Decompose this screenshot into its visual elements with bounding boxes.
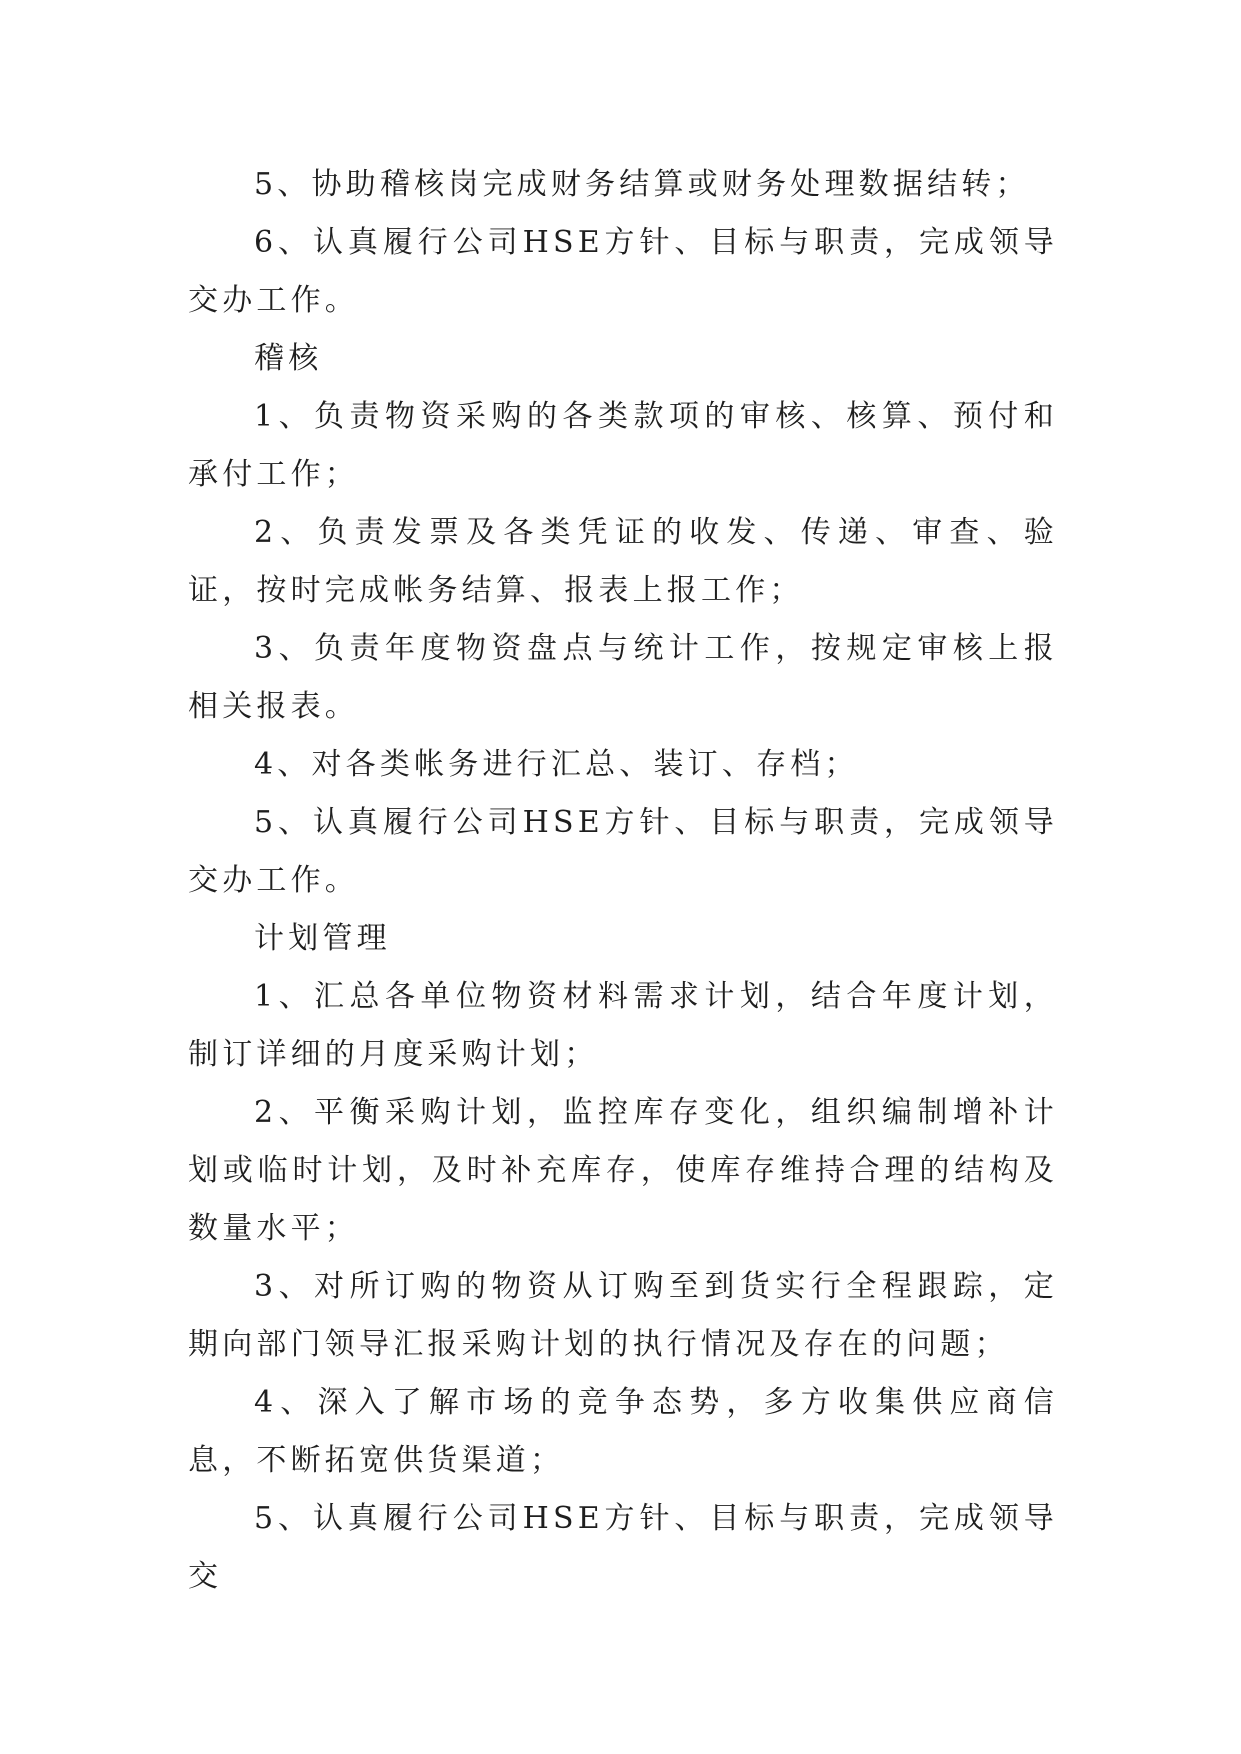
section-heading-audit: 稽核	[254, 341, 323, 376]
list-item: 4、深入了解市场的竞争态势，多方收集供应商信息，不断拓宽供货渠道；	[188, 1385, 1058, 1478]
list-item: 2、平衡采购计划，监控库存变化，组织编制增补计划或临时计划，及时补充库存，使库存维持合理的结构及数量水平；	[188, 1095, 1058, 1246]
list-item: 4、对各类帐务进行汇总、装订、存档；	[254, 747, 859, 782]
list-item: 1、负责物资采购的各类款项的审核、核算、预付和承付工作；	[188, 399, 1058, 492]
list-item: 6、认真履行公司HSE方针、目标与职责，完成领导交办工作。	[188, 225, 1058, 318]
section-heading-plan-management: 计划管理	[254, 921, 391, 956]
list-item: 2、负责发票及各类凭证的收发、传递、审查、验证，按时完成帐务结算、报表上报工作；	[188, 515, 1058, 608]
list-item: 5、认真履行公司HSE方针、目标与职责，完成领导交	[188, 1501, 1058, 1594]
list-item: 3、对所订购的物资从订购至到货实行全程跟踪，定期向部门领导汇报采购计划的执行情况及存在的问题；	[188, 1269, 1058, 1362]
document-body	[188, 156, 1058, 1606]
list-item: 5、协助稽核岗完成财务结算或财务处理数据结转；	[254, 167, 1030, 202]
list-item: 3、负责年度物资盘点与统计工作，按规定审核上报相关报表。	[188, 631, 1058, 724]
list-item: 1、汇总各单位物资材料需求计划，结合年度计划，制订详细的月度采购计划；	[188, 979, 1058, 1072]
list-item: 5、认真履行公司HSE方针、目标与职责，完成领导交办工作。	[188, 805, 1058, 898]
